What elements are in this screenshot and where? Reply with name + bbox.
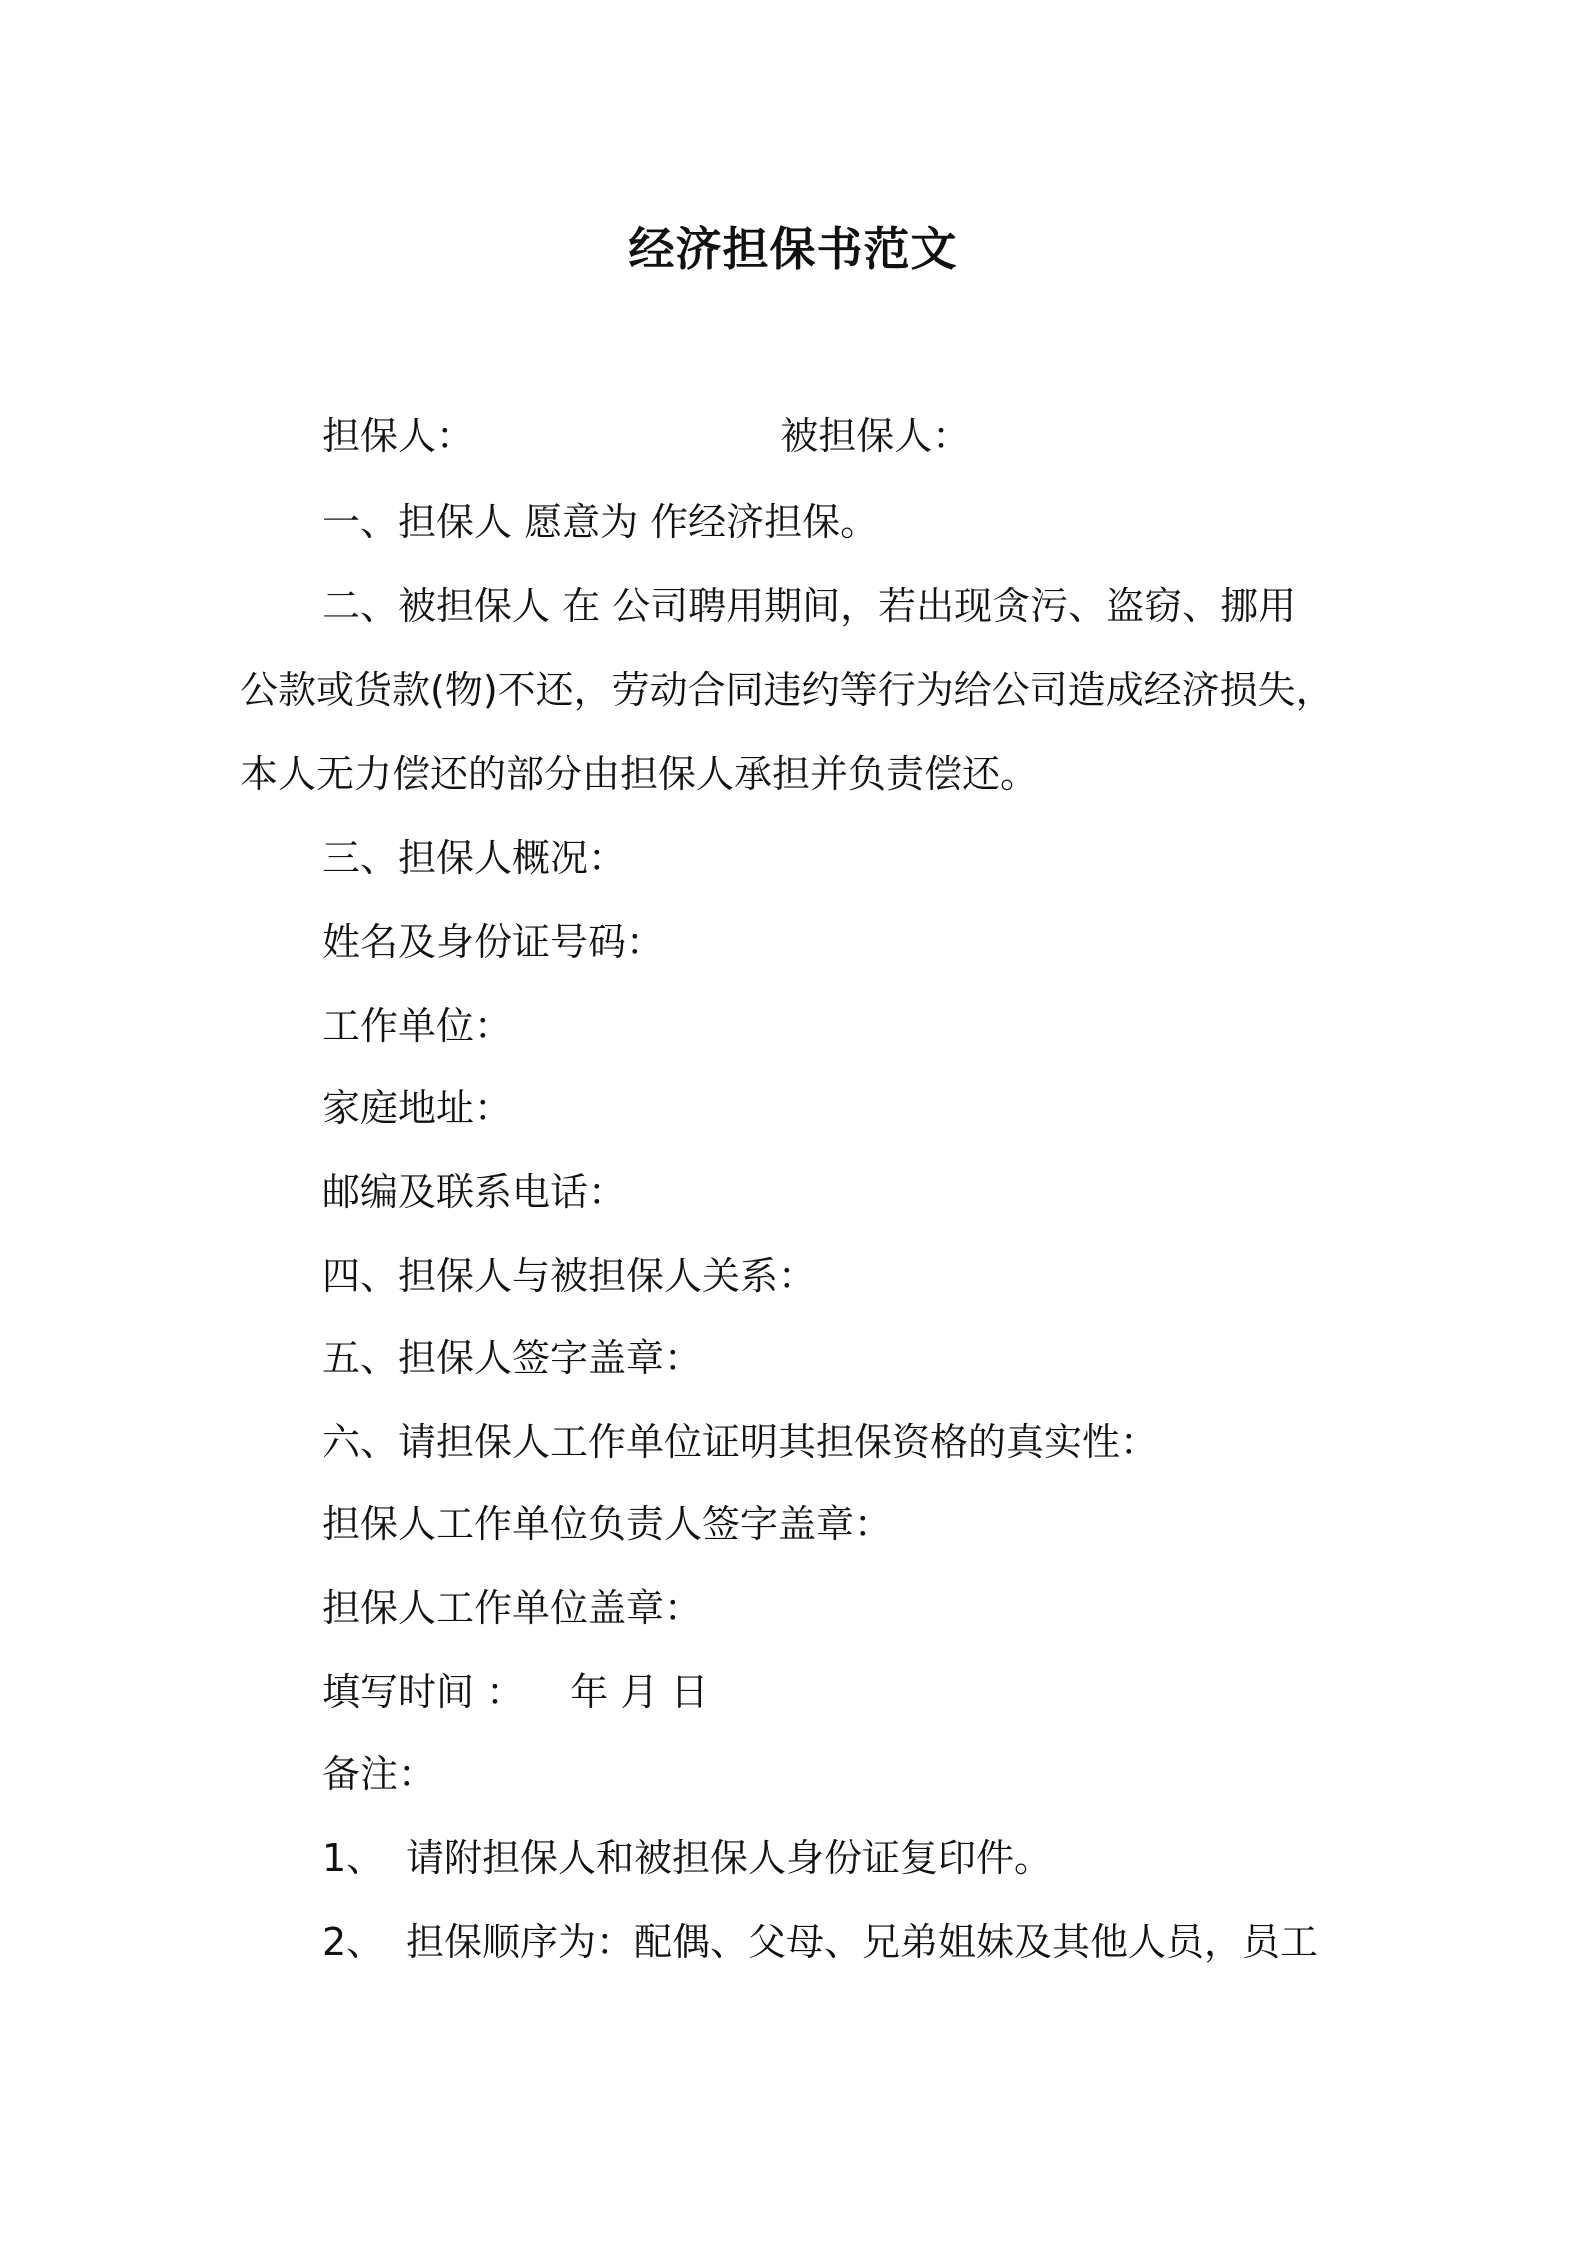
note-1 <box>322 1830 1052 1886</box>
clause-2-line-2: 公款或货款(物)不还，劳动合同违约等行为给公司造成经济损失， <box>240 668 1334 712</box>
note-2-text: 担保顺序为：配偶、父母、兄弟姐妹及其他人员，员工 <box>406 1920 1319 1964</box>
name-id-field: 姓名及身份证号码： <box>322 920 665 964</box>
postcode-phone-field: 邮编及联系电话： <box>322 1170 627 1214</box>
home-address-field: 家庭地址： <box>322 1086 513 1130</box>
remarks-heading: 备注： <box>322 1752 437 1796</box>
clause-3: 三、担保人概况： <box>322 836 627 880</box>
document-title: 经济担保书范文 <box>628 222 958 276</box>
clause-1: 一、担保人 愿意为 作经济担保。 <box>322 500 879 544</box>
employer-field: 工作单位： <box>322 1004 513 1048</box>
fill-time-line <box>322 1664 708 1720</box>
clause-4: 四、担保人与被担保人关系： <box>322 1254 817 1298</box>
clause-2-line-3: 本人无力偿还的部分由担保人承担并负责偿还。 <box>240 752 1039 796</box>
employer-head-sign-field: 担保人工作单位负责人签字盖章： <box>322 1502 893 1546</box>
clause-2-line-1: 二、被担保人 在 公司聘用期间，若出现贪污、盗窃、挪用 <box>322 584 1297 628</box>
guaranteed-label: 被担保人： <box>780 414 971 458</box>
note-1-text: 请附担保人和被担保人身份证复印件。 <box>406 1836 1053 1880</box>
note-2 <box>322 1914 1318 1970</box>
fill-time-value: 年 月 日 <box>570 1670 709 1714</box>
clause-5: 五、担保人签字盖章： <box>322 1336 703 1380</box>
note-1-number: 1、 <box>322 1836 385 1880</box>
note-2-number: 2、 <box>322 1920 385 1964</box>
fill-time-label: 填写时间 ： <box>322 1670 525 1714</box>
party-line <box>322 408 970 464</box>
employer-seal-field: 担保人工作单位盖章： <box>322 1586 703 1630</box>
guarantor-label: 担保人： <box>322 414 475 458</box>
clause-6: 六、请担保人工作单位证明其担保资格的真实性： <box>322 1420 1159 1464</box>
